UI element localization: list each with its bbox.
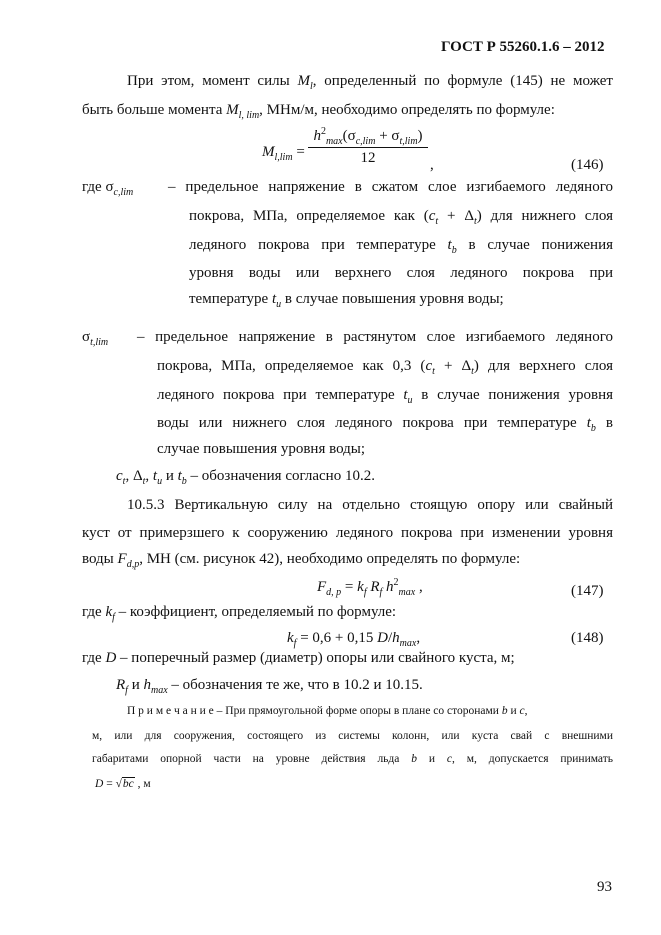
definition-line: покрова, МПа, определяемое как 0,3 $(c_t + \Delta_t)$ для верхнего слоя	[157, 358, 614, 377]
page-number: 93	[597, 879, 612, 895]
standard-header	[441, 38, 605, 56]
formula-147-number: (147)	[571, 583, 604, 599]
note-line: D = √bc , м	[95, 778, 151, 790]
note-line: м, или для сооружения, состоящего из системы колонн, или куста свай с внешними	[92, 730, 613, 742]
formula-148: $k_f = 0,6 + 0,15$ $D/h_{max}$,	[287, 630, 421, 649]
definition-line: $c_t$, $\Delta_t$, $t_u$ и $t_b$ – обозначения согласно 10.2.	[116, 468, 375, 487]
formula-147: $F_{d, p} = k_f$ $R_f$ $h^2_{max}$ ,	[317, 577, 423, 598]
formula-148-number: (148)	[571, 630, 604, 646]
definition-line: $R_f$ и $h_{max}$ – обозначения те же, что в 10.2 и 10.15.	[116, 677, 423, 696]
definition-line: температуре $t_u$ в случае повышения уровня воды;	[189, 291, 504, 310]
definition-sigma-c-symbol: где $\sigma_{c,lim}$	[82, 179, 134, 198]
definition-line: – предельное напряжение в растянутом слое изгибаемого ледяного	[137, 329, 613, 345]
definition-line: – предельное напряжение в сжатом слое изгибаемого ледяного	[168, 179, 613, 195]
paragraph-line: При этом, момент силы $M_l$, определенный по формуле (145) не может	[127, 73, 613, 92]
note-line: габаритами опорной части на уровне действия льда b и c, м, допускается принимать	[92, 753, 614, 765]
note-line: П р и м е ч а н и е – При прямоугольной форме опоры в плане со сторонами b и c,	[127, 705, 528, 717]
fraction-denominator: 12	[360, 150, 376, 166]
paragraph-line: воды $F_{d,p}$, МН (см. рисунок 42), необходимо определять по формуле:	[82, 551, 521, 570]
definition-line: ледяного покрова при температуре $t_b$ в случае понижения	[189, 237, 613, 256]
paragraph-line: 10.5.3 Вертикальную силу на отдельно стоящую опору или свайный	[127, 497, 613, 513]
definition-line: уровня воды или верхнего слоя ледяного покрова при	[189, 265, 613, 281]
formula-146-fraction	[308, 125, 428, 168]
formula-146-lhs: $M_{l,lim}$ =	[262, 144, 305, 163]
definition-line: воды или нижнего слоя ледяного покрова при температуре $t_b$ в	[157, 415, 613, 434]
paragraph-line: быть больше момента $M_{l, lim}$, МНм/м, необходимо определять по формуле:	[82, 102, 555, 121]
definition-line: случае повышения уровня воды;	[157, 441, 366, 457]
definition-line: где D – поперечный размер (диаметр) опоры или свайного куста, м;	[82, 650, 515, 666]
fraction-numerator: $h^2_{max}(\sigma_{c,lim} + \sigma_{t,lim})$	[308, 125, 428, 148]
definition-line: где $k_f$ – коэффициент, определяемый по формуле:	[82, 604, 397, 623]
definition-line: ледяного покрова при температуре $t_u$ в случае понижения уровня	[157, 387, 613, 406]
definition-line: покрова, МПа, определяемое как $(c_t + \Delta_t)$ для нижнего слоя	[189, 208, 613, 227]
formula-146-number: (146)	[571, 157, 604, 173]
formula-146-comma: ,	[430, 157, 434, 173]
sqrt-sign: √	[115, 778, 122, 790]
standard-code: ГОСТ Р 55260.1.6 – 2012	[441, 39, 605, 55]
definition-sigma-t-symbol: $\sigma_{t,lim}$	[82, 329, 109, 348]
paragraph-line: куст от примерзшего к сооружению ледяного покрова при изменении уровня	[82, 525, 613, 541]
